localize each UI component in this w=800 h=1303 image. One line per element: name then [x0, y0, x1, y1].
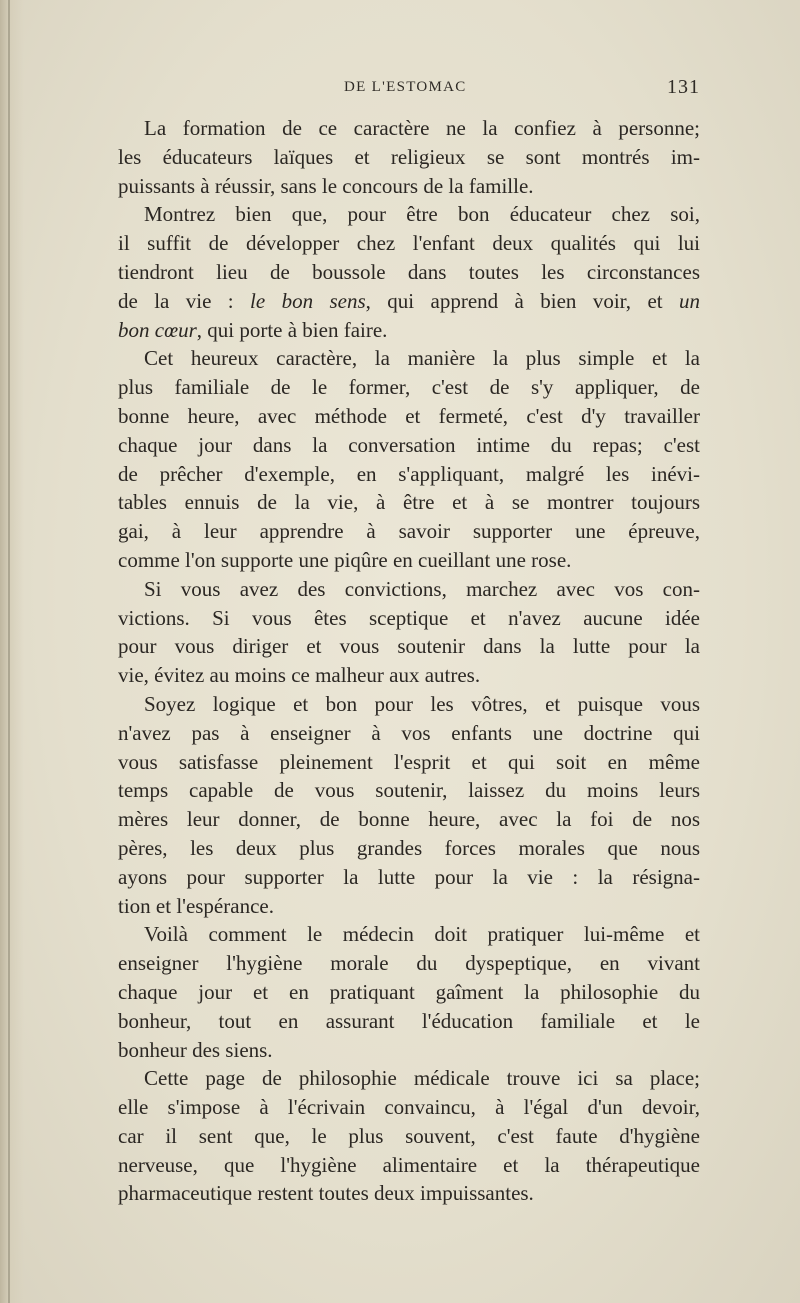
text-line: pères, les deux plus grandes forces morales que nous: [118, 835, 700, 860]
text-line: La formation de ce caractère ne la confiez à personne;: [144, 116, 700, 140]
text-line: [118, 316, 700, 345]
page-header: [118, 76, 700, 104]
text-line: chaque jour et en pratiquant gaîment la philosophie du: [118, 979, 700, 1004]
text-line: bonheur, tout en assurant l'éducation familiale et le: [118, 1008, 700, 1033]
text-line: elle s'impose à l'écrivain convaincu, à l'égal d'un devoir,: [118, 1095, 700, 1120]
text-line: temps capable de vous soutenir, laissez du moins leurs: [118, 778, 700, 803]
text-line: tables ennuis de la vie, à être et à se montrer toujours: [118, 490, 700, 515]
text-line: mères leur donner, de bonne heure, avec la foi de nos: [118, 807, 700, 832]
text-line: pharmaceutique restent toutes deux impuissantes.: [118, 1181, 534, 1206]
text-line: comme l'on supporte une piqûre en cueillant une rose.: [118, 547, 572, 572]
text-line: vous satisfasse pleinement l'esprit et qui soit en même: [118, 749, 700, 774]
text-line: puissants à réussir, sans le concours de la famille.: [118, 173, 534, 198]
text-line: chaque jour dans la conversation intime du repas; c'est: [118, 432, 700, 457]
text-line: n'avez pas à enseigner à vos enfants une doctrine qui: [118, 720, 700, 745]
text-line: pour vous diriger et vous soutenir dans la lutte pour la: [118, 634, 700, 659]
text-fragment: , qui apprend à bien voir, et: [365, 288, 679, 313]
text-line: les éducateurs laïques et religieux se sont montrés im-: [118, 144, 700, 169]
binding-edge: [0, 0, 24, 1303]
italic-phrase: un: [679, 288, 700, 313]
text-line: tiendront lieu de boussole dans toutes les circonstances: [118, 259, 700, 284]
text-line: Voilà comment le médecin doit pratiquer lui-même et: [144, 922, 700, 947]
text-line: vie, évitez au moins ce malheur aux autres.: [118, 663, 481, 688]
text-line: victions. Si vous êtes sceptique et n'avez aucune idée: [118, 605, 700, 630]
text-line: il suffit de développer chez l'enfant deux qualités qui lui: [118, 231, 700, 256]
text-line: tion et l'espérance.: [118, 893, 274, 918]
page-number: 131: [667, 76, 700, 98]
text-line: [118, 287, 700, 316]
italic-phrase: le bon sens: [250, 288, 366, 313]
text-line: bonne heure, avec méthode et fermeté, c'est d'y travailler: [118, 403, 700, 428]
text-line: car il sent que, le plus souvent, c'est faute d'hygiène: [118, 1123, 700, 1148]
text-line: plus familiale de le former, c'est de s'y appliquer, de: [118, 375, 700, 400]
text-line: Cet heureux caractère, la manière la plus simple et la: [144, 346, 700, 371]
text-fragment: , qui porte à bien faire.: [196, 317, 388, 342]
text-line: gai, à leur apprendre à savoir supporter une épreuve,: [118, 519, 700, 544]
text-line: Si vous avez des convictions, marchez avec vos con-: [144, 576, 700, 601]
text-line: ayons pour supporter la lutte pour la vie : la résigna-: [118, 864, 700, 889]
body-text: [118, 114, 700, 1208]
text-line: Soyez logique et bon pour les vôtres, et puisque vous: [144, 691, 700, 716]
text-line: bonheur des siens.: [118, 1037, 273, 1062]
text-line: Montrez bien que, pour être bon éducateur chez soi,: [144, 202, 700, 227]
italic-phrase: bon cœur: [118, 317, 197, 342]
binding-line: [8, 0, 10, 1303]
running-head: DE L'ESTOMAC: [344, 79, 467, 95]
text-line: Cette page de philosophie médicale trouve ici sa place;: [144, 1066, 700, 1091]
text-line: enseigner l'hygiène morale du dyspeptique, en vivant: [118, 951, 700, 976]
text-line: nerveuse, que l'hygiène alimentaire et la thérapeutique: [118, 1152, 700, 1177]
text-fragment: de la vie :: [118, 288, 251, 313]
text-line: de prêcher d'exemple, en s'appliquant, malgré les inévi-: [118, 461, 700, 486]
